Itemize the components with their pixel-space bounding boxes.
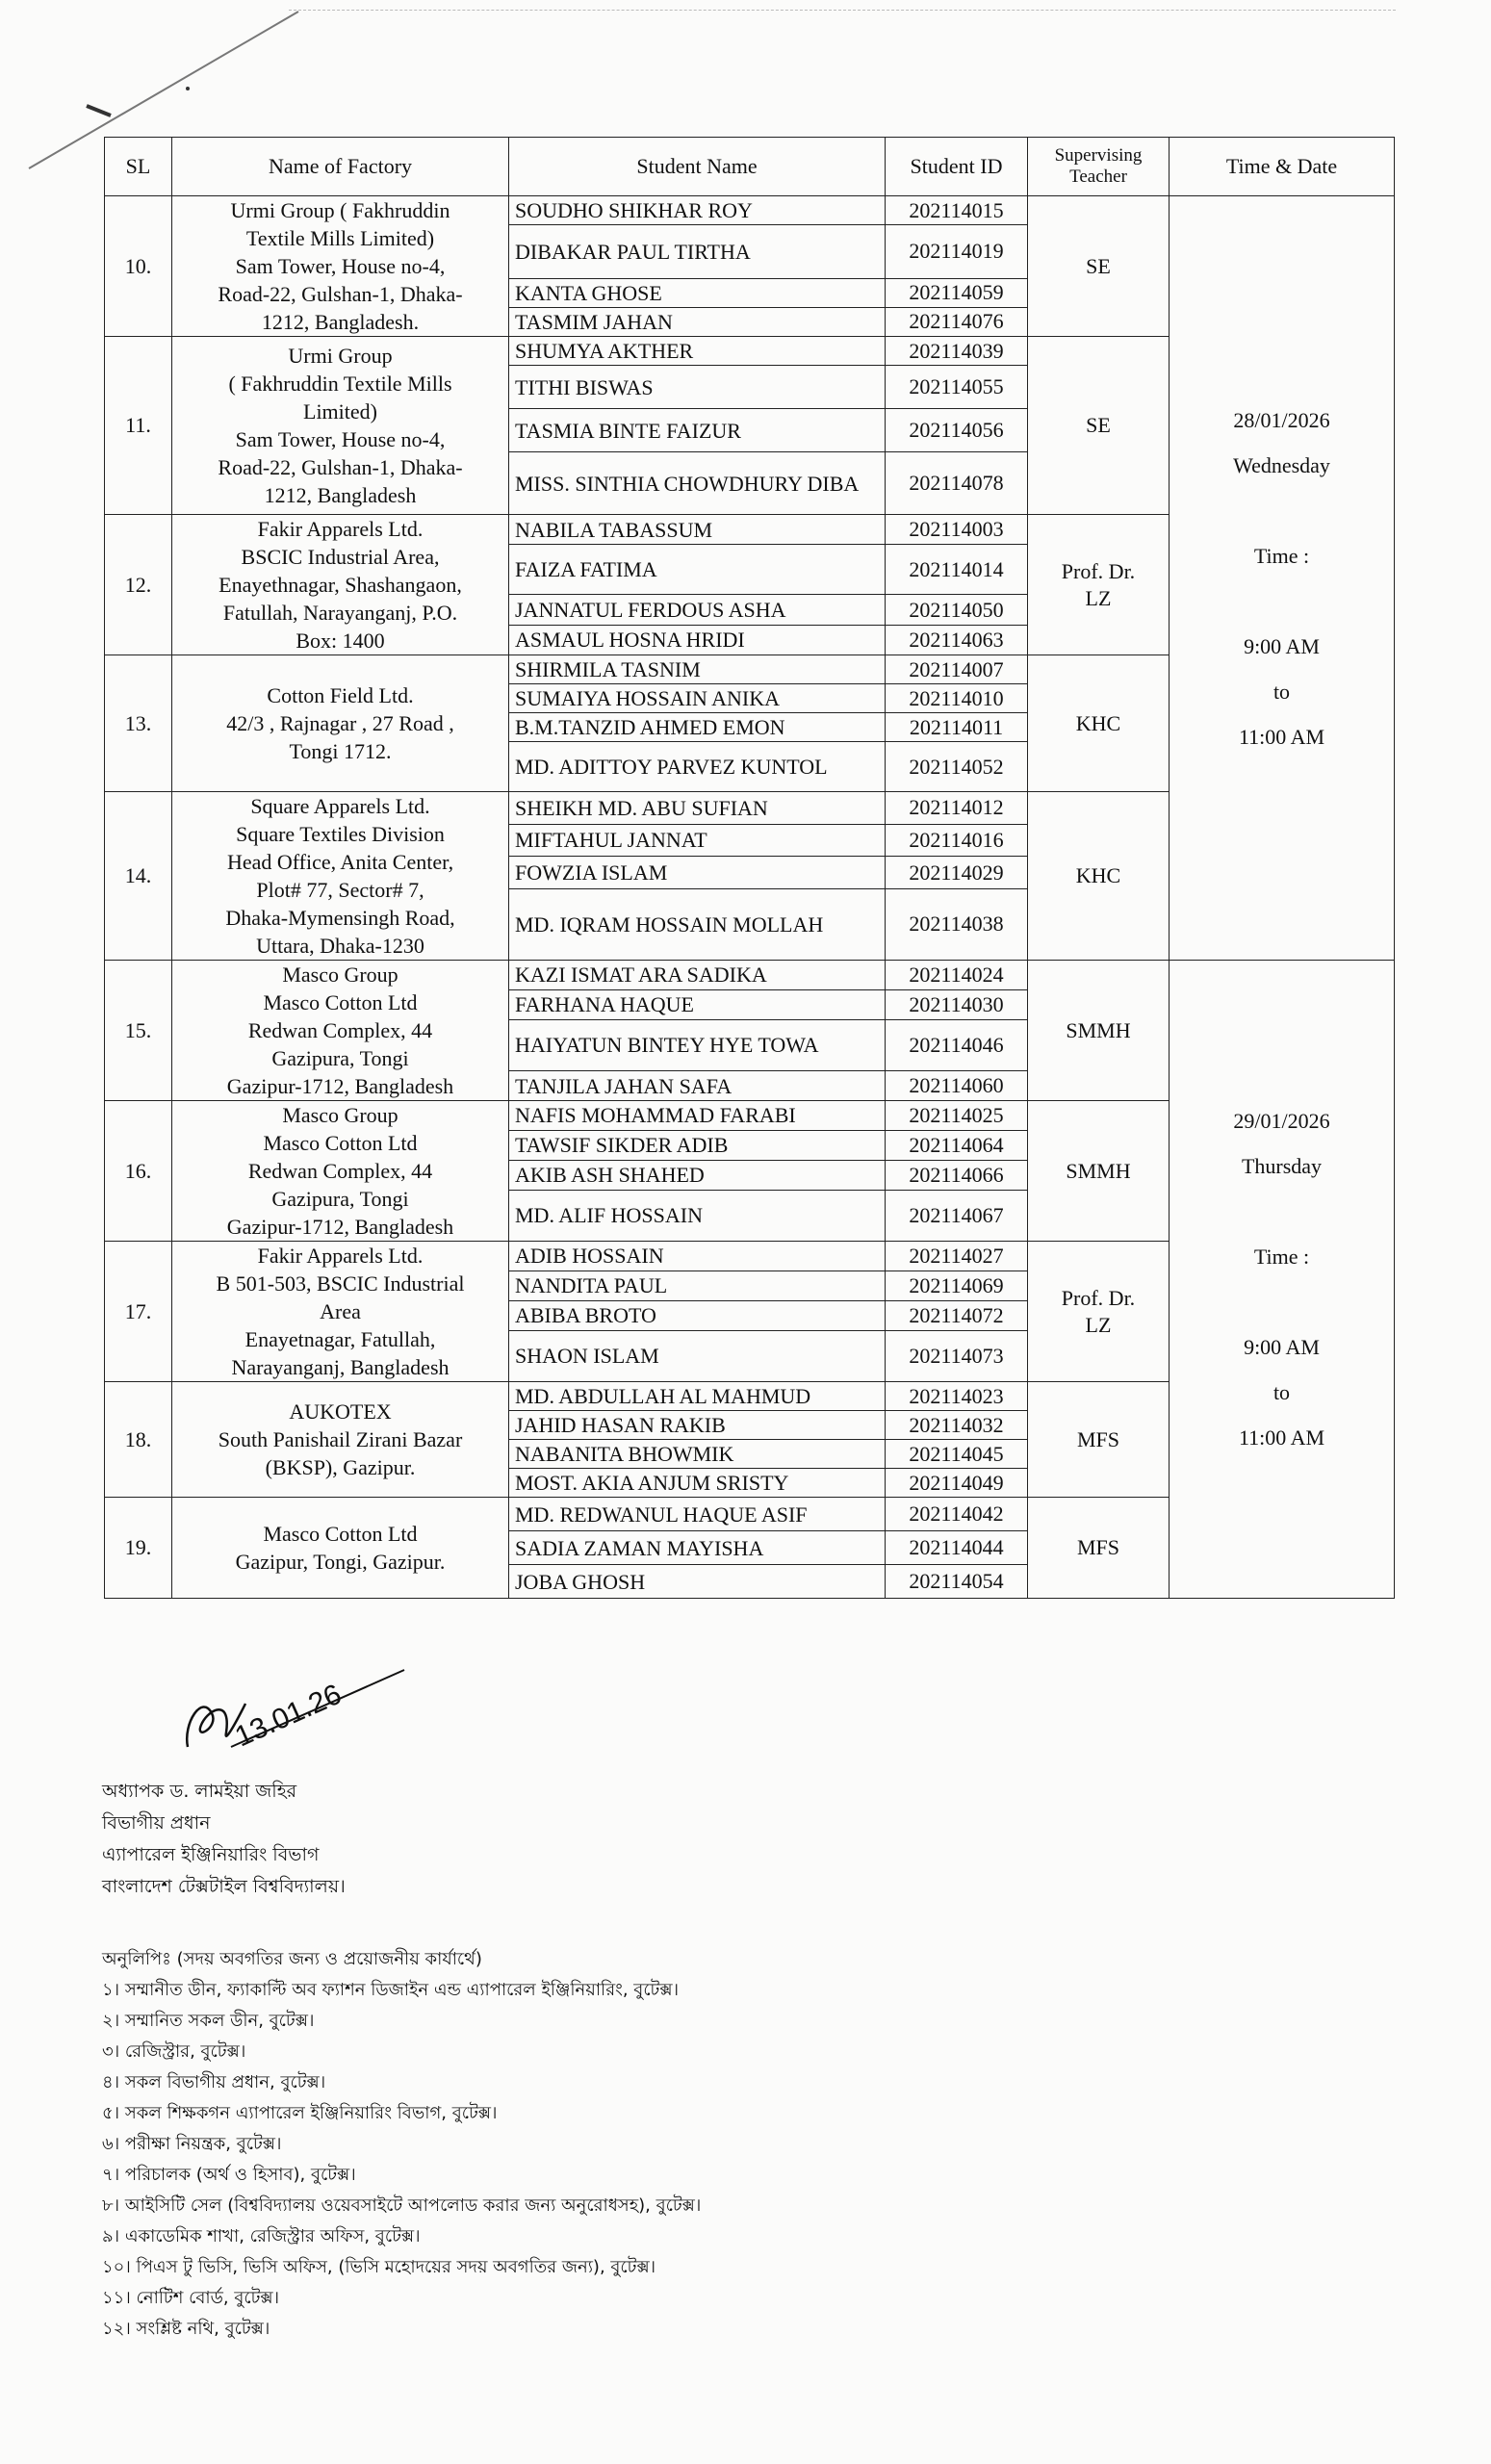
supervisor-cell <box>1028 196 1170 337</box>
sl-cell: 19. <box>105 1498 172 1599</box>
signer-department: এ্যাপারেল ইঞ্জিনিয়ারিং বিভাগ <box>102 1844 320 1865</box>
student-name: TASMIM JAHAN <box>509 307 886 336</box>
student-id: 202114056 <box>886 409 1028 452</box>
student-name: TASMIA BINTE FAIZUR <box>509 409 886 452</box>
student-name: FARHANA HAQUE <box>509 989 886 1019</box>
student-id: 202114012 <box>886 792 1028 825</box>
sl-cell: 14. <box>105 792 172 961</box>
header-student-name: Student Name <box>509 138 886 196</box>
copy-list-item: ১২। সংশ্লিষ্ট নথি, বুটেক্স। <box>102 2319 270 2339</box>
time-date-line: 9:00 AM <box>1244 633 1320 658</box>
text-line: BSCIC Industrial Area, <box>241 545 440 569</box>
student-id: 202114067 <box>886 1190 1028 1241</box>
student-id: 202114066 <box>886 1160 1028 1190</box>
time-date-line: 29/01/2026 <box>1233 1109 1330 1133</box>
text-line: Gazipura, Tongi <box>271 1046 409 1070</box>
factory-cell <box>172 196 509 337</box>
student-id: 202114073 <box>886 1330 1028 1381</box>
factory-cell <box>172 1101 509 1242</box>
text-line: AUKOTEX <box>289 1399 392 1424</box>
text-line: Limited) <box>303 399 377 424</box>
text-line: MFS <box>1076 1426 1120 1451</box>
text-line: Box: 1400 <box>296 629 385 653</box>
time-date-line: 9:00 AM <box>1244 1335 1320 1359</box>
time-date-line: Time : <box>1253 543 1310 568</box>
time-date-line: 28/01/2026 <box>1233 407 1330 432</box>
text-line: 1212, Bangladesh <box>264 483 417 507</box>
time-date-cell <box>1170 196 1395 961</box>
factory-cell <box>172 1382 509 1498</box>
student-id: 202114076 <box>886 307 1028 336</box>
student-id: 202114015 <box>886 196 1028 225</box>
time-date-line: 11:00 AM <box>1238 724 1325 749</box>
supervisor-cell <box>1028 1242 1170 1382</box>
text-line: Gazipur-1712, Bangladesh <box>226 1215 454 1239</box>
signer-designation: বিভাগীয় প্রধান <box>102 1812 211 1834</box>
signature-date: 13.01.26 <box>230 1678 347 1754</box>
student-id: 202114064 <box>886 1130 1028 1160</box>
sl-cell: 10. <box>105 196 172 337</box>
text-line: Road-22, Gulshan-1, Dhaka- <box>218 282 463 306</box>
text-line: Narayanganj, Bangladesh <box>231 1355 450 1379</box>
text-line: Masco Cotton Ltd <box>263 1131 418 1155</box>
student-name: ADIB HOSSAIN <box>509 1242 886 1271</box>
text-line: 1212, Bangladesh. <box>261 310 420 334</box>
header-factory: Name of Factory <box>172 138 509 196</box>
student-id: 202114003 <box>886 515 1028 545</box>
table-body <box>105 196 1395 1599</box>
student-id: 202114069 <box>886 1270 1028 1300</box>
text-line: Square Textiles Division <box>236 822 445 846</box>
student-name: NABANITA BHOWMIK <box>509 1440 886 1469</box>
text-line: KHC <box>1075 710 1121 735</box>
copy-list-item: ২। সম্মানিত সকল ডীন, বুটেক্স। <box>102 2011 315 2031</box>
student-id: 202114027 <box>886 1242 1028 1271</box>
signer-university: বাংলাদেশ টেক্সটাইল বিশ্ববিদ্যালয়। <box>102 1876 346 1897</box>
text-line: Gazipura, Tongi <box>271 1187 409 1211</box>
student-id: 202114032 <box>886 1411 1028 1440</box>
copy-list-item: ৪। সকল বিভাগীয় প্রধান, বুটেক্স। <box>102 2072 326 2092</box>
student-name: B.M.TANZID AHMED EMON <box>509 713 886 742</box>
time-date-line: 11:00 AM <box>1238 1425 1325 1450</box>
supervisor-cell <box>1028 961 1170 1101</box>
student-name: MISS. SINTHIA CHOWDHURY DIBA <box>509 452 886 515</box>
student-name: MD. REDWANUL HAQUE ASIF <box>509 1498 886 1531</box>
student-name: SHUMYA AKTHER <box>509 337 886 366</box>
sl-cell: 15. <box>105 961 172 1101</box>
student-id: 202114030 <box>886 989 1028 1019</box>
student-name: ABIBA BROTO <box>509 1300 886 1330</box>
text-line: Fatullah, Narayanganj, P.O. <box>222 601 458 625</box>
sl-cell: 13. <box>105 655 172 792</box>
sl-cell: 16. <box>105 1101 172 1242</box>
sl-cell: 18. <box>105 1382 172 1498</box>
student-name: MIFTAHUL JANNAT <box>509 824 886 857</box>
schedule-table <box>104 137 1395 1599</box>
student-id: 202114054 <box>886 1565 1028 1599</box>
text-line: LZ <box>1085 1312 1112 1337</box>
student-id: 202114049 <box>886 1469 1028 1498</box>
copy-list <box>102 1944 701 2345</box>
factory-cell <box>172 515 509 655</box>
text-line: Head Office, Anita Center, <box>226 850 454 874</box>
time-date-line: to <box>1272 679 1291 704</box>
student-id: 202114055 <box>886 366 1028 409</box>
student-id: 202114078 <box>886 452 1028 515</box>
copy-list-item: ৬। পরীক্ষা নিয়ন্ত্রক, বুটেক্স। <box>102 2134 282 2154</box>
student-id: 202114024 <box>886 961 1028 990</box>
text-line: ( Fakhruddin Textile Mills <box>228 372 452 396</box>
student-name: NANDITA PAUL <box>509 1270 886 1300</box>
text-line: SE <box>1086 413 1111 437</box>
text-line: Fakir Apparels Ltd. <box>257 1244 424 1268</box>
student-name: MD. ALIF HOSSAIN <box>509 1190 886 1241</box>
header-sl: SL <box>105 138 172 196</box>
student-id: 202114014 <box>886 545 1028 595</box>
student-id: 202114072 <box>886 1300 1028 1330</box>
sign-block <box>102 1776 346 1903</box>
text-line: SE <box>1086 253 1111 278</box>
student-id: 202114045 <box>886 1440 1028 1469</box>
text-line: Gazipur, Tongi, Gazipur. <box>235 1550 446 1574</box>
text-line: Area <box>320 1299 361 1323</box>
time-date-line: to <box>1272 1380 1291 1404</box>
text-line: Uttara, Dhaka-1230 <box>256 934 424 958</box>
student-id: 202114050 <box>886 595 1028 625</box>
supervisor-cell <box>1028 655 1170 792</box>
supervisor-cell <box>1028 1382 1170 1498</box>
supervisor-cell <box>1028 1498 1170 1599</box>
text-line: Tongi 1712. <box>289 739 392 763</box>
student-id: 202114063 <box>886 625 1028 654</box>
student-id: 202114011 <box>886 713 1028 742</box>
student-name: DIBAKAR PAUL TIRTHA <box>509 225 886 278</box>
text-line: Enayethnagar, Shashangaon, <box>219 573 462 597</box>
text-line: Gazipur-1712, Bangladesh <box>226 1074 454 1098</box>
text-line: Masco Cotton Ltd <box>263 990 418 1014</box>
student-id: 202114007 <box>886 655 1028 684</box>
factory-cell <box>172 655 509 792</box>
student-id: 202114039 <box>886 337 1028 366</box>
copy-list-item: ১। সম্মানীত ডীন, ফ্যাকাল্টি অব ফ্যাশন ডিজাইন এন্ড এ্যাপারেল ইঞ্জিনিয়ারিং, বুটেক্স। <box>102 1980 680 2000</box>
text-line: Masco Group <box>282 1103 398 1127</box>
text-line: Redwan Complex, 44 <box>247 1159 433 1183</box>
student-id: 202114060 <box>886 1071 1028 1101</box>
student-name: JAHID HASAN RAKIB <box>509 1411 886 1440</box>
factory-cell <box>172 337 509 515</box>
student-name: SOUDHO SHIKHAR ROY <box>509 196 886 225</box>
supervisor-cell <box>1028 337 1170 515</box>
text-line: SMMH <box>1066 1158 1131 1183</box>
text-line: Fakir Apparels Ltd. <box>257 517 424 541</box>
student-id: 202114016 <box>886 824 1028 857</box>
header-supervisor: Supervising Teacher <box>1028 138 1170 196</box>
time-date-line: Time : <box>1253 1245 1310 1269</box>
student-name: SHIRMILA TASNIM <box>509 655 886 684</box>
student-name: SHAON ISLAM <box>509 1330 886 1381</box>
supervisor-cell <box>1028 792 1170 961</box>
text-line: Urmi Group ( Fakhruddin <box>230 198 450 222</box>
student-id: 202114052 <box>886 742 1028 792</box>
student-id: 202114019 <box>886 225 1028 278</box>
student-name: MD. IQRAM HOSSAIN MOLLAH <box>509 888 886 960</box>
text-line: LZ <box>1085 585 1112 610</box>
student-name: JANNATUL FERDOUS ASHA <box>509 595 886 625</box>
student-name: MD. ABDULLAH AL MAHMUD <box>509 1382 886 1411</box>
student-name: SHEIKH MD. ABU SUFIAN <box>509 792 886 825</box>
student-id: 202114025 <box>886 1101 1028 1131</box>
text-line: Prof. Dr. <box>1061 558 1136 583</box>
student-name: ASMAUL HOSNA HRIDI <box>509 625 886 654</box>
text-line: Redwan Complex, 44 <box>247 1018 433 1042</box>
header-student-id: Student ID <box>886 138 1028 196</box>
student-id: 202114044 <box>886 1531 1028 1565</box>
copy-list-item: ১১। নোটিশ বোর্ড, বুটেক্স। <box>102 2288 280 2308</box>
sl-cell: 11. <box>105 337 172 515</box>
text-line: Prof. Dr. <box>1061 1285 1136 1310</box>
text-line: Urmi Group <box>288 344 393 368</box>
student-name: TAWSIF SIKDER ADIB <box>509 1130 886 1160</box>
copy-list-item: ৭। পরিচালক (অর্থ ও হিসাব), বুটেক্স। <box>102 2165 356 2185</box>
factory-cell <box>172 961 509 1101</box>
student-name: KAZI ISMAT ARA SADIKA <box>509 961 886 990</box>
text-line: Masco Cotton Ltd <box>263 1522 418 1546</box>
text-line: SMMH <box>1066 1017 1131 1042</box>
text-line: Square Apparels Ltd. <box>250 794 430 818</box>
student-id: 202114042 <box>886 1498 1028 1531</box>
text-line: Sam Tower, House no-4, <box>235 254 446 278</box>
student-name: FAIZA FATIMA <box>509 545 886 595</box>
student-id: 202114059 <box>886 278 1028 307</box>
text-line: Road-22, Gulshan-1, Dhaka- <box>218 455 463 479</box>
sl-cell: 12. <box>105 515 172 655</box>
copy-list-heading: অনুলিপিঃ (সদয় অবগতির জন্য ও প্রয়োজনীয় কার্যার্থে) <box>102 1949 482 1969</box>
supervisor-cell <box>1028 1101 1170 1242</box>
student-id: 202114023 <box>886 1382 1028 1411</box>
student-name: NABILA TABASSUM <box>509 515 886 545</box>
text-line: Sam Tower, House no-4, <box>235 427 446 451</box>
signer-name: অধ্যাপক ড. লামইয়া জহির <box>102 1781 297 1802</box>
time-date-line: Thursday <box>1241 1154 1323 1178</box>
student-name: JOBA GHOSH <box>509 1565 886 1599</box>
table-header-row <box>105 138 1395 196</box>
factory-cell <box>172 792 509 961</box>
student-name: FOWZIA ISLAM <box>509 857 886 889</box>
text-line: 42/3 , Rajnagar , 27 Road , <box>226 711 454 735</box>
sl-cell: 17. <box>105 1242 172 1382</box>
text-line: KHC <box>1075 863 1121 887</box>
text-line: Enayetnagar, Fatullah, <box>244 1327 436 1351</box>
text-line: Dhaka-Mymensingh Road, <box>225 906 455 930</box>
table-row <box>105 196 1395 225</box>
copy-list-item: ৯। একাডেমিক শাখা, রেজিস্ট্রার অফিস, বুটেক্স। <box>102 2226 421 2246</box>
student-name: MD. ADITTOY PARVEZ KUNTOL <box>509 742 886 792</box>
text-line: Masco Group <box>282 962 398 987</box>
copy-list-item: ৫। সকল শিক্ষকগন এ্যাপারেল ইঞ্জিনিয়ারিং বিভাগ, বুটেক্স। <box>102 2103 498 2123</box>
signature <box>173 1656 424 1761</box>
student-id: 202114038 <box>886 888 1028 960</box>
student-id: 202114046 <box>886 1019 1028 1070</box>
student-id: 202114029 <box>886 857 1028 889</box>
text-line: Textile Mills Limited) <box>245 226 435 250</box>
student-name: NAFIS MOHAMMAD FARABI <box>509 1101 886 1131</box>
text-line: Cotton Field Ltd. <box>267 683 414 707</box>
student-name: HAIYATUN BINTEY HYE TOWA <box>509 1019 886 1070</box>
factory-cell <box>172 1498 509 1599</box>
student-name: TANJILA JAHAN SAFA <box>509 1071 886 1101</box>
text-line: B 501-503, BSCIC Industrial <box>216 1271 465 1296</box>
student-name: MOST. AKIA ANJUM SRISTY <box>509 1469 886 1498</box>
text-line: Plot# 77, Sector# 7, <box>256 878 424 902</box>
student-name: SUMAIYA HOSSAIN ANIKA <box>509 684 886 713</box>
header-time-date: Time & Date <box>1170 138 1395 196</box>
time-date-line: Wednesday <box>1233 452 1330 477</box>
time-date-cell <box>1170 961 1395 1599</box>
scan-edge-line <box>289 10 1396 11</box>
copy-list-item: ৩। রেজিস্ট্রার, বুটেক্স। <box>102 2041 246 2062</box>
supervisor-cell <box>1028 515 1170 655</box>
student-name: SADIA ZAMAN MAYISHA <box>509 1531 886 1565</box>
factory-cell <box>172 1242 509 1382</box>
student-name: KANTA GHOSE <box>509 278 886 307</box>
table-row <box>105 961 1395 990</box>
text-line: MFS <box>1076 1535 1120 1559</box>
student-id: 202114010 <box>886 684 1028 713</box>
copy-list-item: ১০। পিএস টু ভিসি, ভিসি অফিস, (ভিসি মহোদয়ের সদয় অবগতির জন্য), বুটেক্স। <box>102 2257 656 2277</box>
student-name: TITHI BISWAS <box>509 366 886 409</box>
copy-list-item: ৮। আইসিটি সেল (বিশ্ববিদ্যালয় ওয়েবসাইটে আপলোড করার জন্য অনুরোধসহ), বুটেক্স। <box>102 2195 702 2216</box>
text-line: (BKSP), Gazipur. <box>265 1455 416 1479</box>
text-line: South Panishail Zirani Bazar <box>218 1427 463 1451</box>
student-name: AKIB ASH SHAHED <box>509 1160 886 1190</box>
